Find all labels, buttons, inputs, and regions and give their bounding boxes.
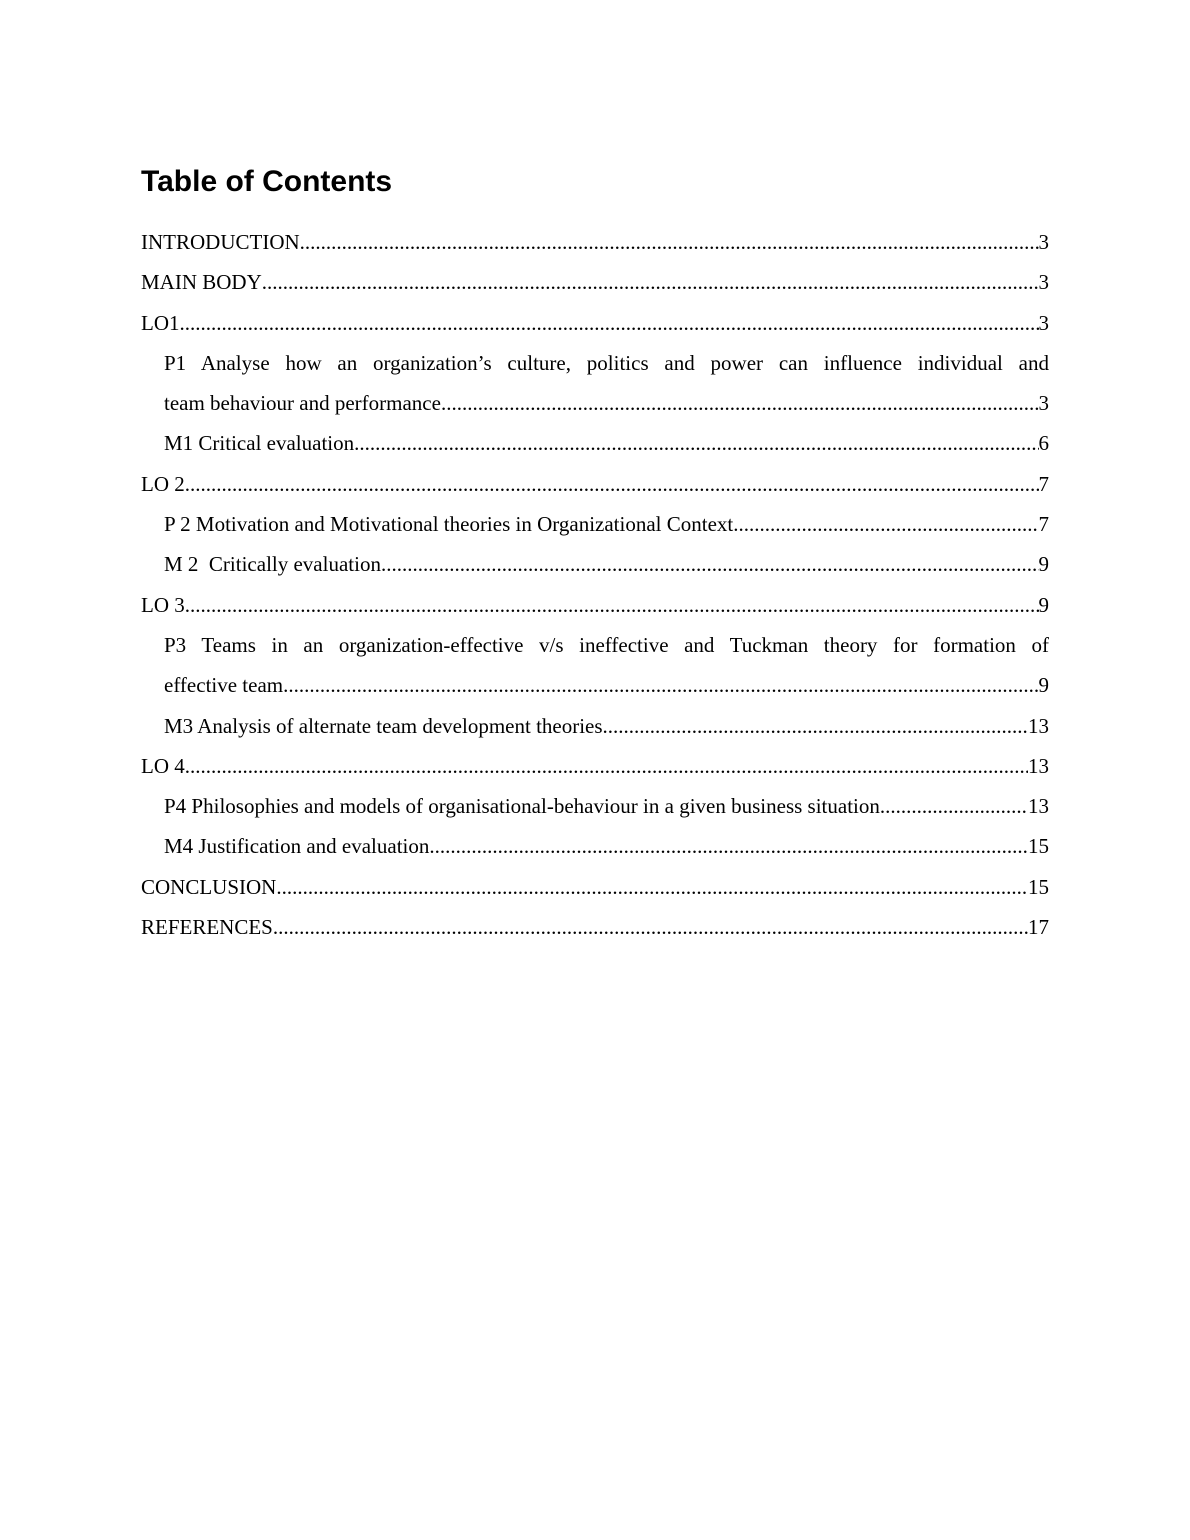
toc-page-number: 15	[1028, 834, 1049, 859]
toc-entry-m4[interactable]	[141, 826, 1049, 866]
toc-entry-text-line2: effective team	[164, 673, 284, 698]
toc-entry-text: CONCLUSION	[141, 874, 277, 899]
toc-page-number: 7	[1038, 512, 1049, 537]
dot-leader	[262, 262, 1039, 302]
dot-leader	[276, 867, 1028, 907]
toc-page-number: 17	[1028, 915, 1049, 940]
dot-leader	[283, 665, 1038, 705]
toc-entry-lo3[interactable]	[141, 585, 1049, 625]
toc-page-number: 3	[1038, 230, 1049, 254]
toc-title: Table of Contents	[141, 165, 393, 198]
toc-entry-text-line1: P3 Teams in an organization-effective v/s ineffective and Tuckman theory for formation of	[164, 632, 1049, 657]
dot-leader	[603, 706, 1028, 746]
toc-entry-text: LO1	[141, 310, 180, 335]
toc-entry-text: INTRODUCTION	[141, 230, 300, 254]
toc-entry-text: P 2 Motivation and Motivational theories in Organizational Context	[164, 512, 734, 537]
toc-page-number: 13	[1028, 753, 1049, 778]
toc-entry-p2[interactable]	[141, 504, 1049, 544]
toc-entry-m2[interactable]	[141, 544, 1049, 584]
toc-entry-text: MAIN BODY	[141, 270, 262, 295]
toc-page-number: 3	[1038, 270, 1049, 295]
dot-leader	[381, 544, 1039, 584]
toc-page-number: 13	[1028, 794, 1049, 819]
toc-entry-text: LO 3	[141, 592, 185, 617]
toc-entry-p4[interactable]	[141, 786, 1049, 826]
toc-entry-p1[interactable]	[141, 343, 1049, 424]
dot-leader	[185, 585, 1039, 625]
toc-page-number: 3	[1038, 391, 1049, 416]
toc-entry-m1[interactable]	[141, 423, 1049, 463]
toc-entry-text: REFERENCES	[141, 915, 273, 940]
toc-entry-lo2[interactable]	[141, 464, 1049, 504]
toc-entry-text: M3 Analysis of alternate team development theories	[164, 713, 603, 738]
toc-page-number: 9	[1038, 552, 1049, 577]
dot-leader	[273, 907, 1028, 947]
toc-entry-text-line2: team behaviour and performance	[164, 391, 441, 416]
toc-page-number: 13	[1028, 713, 1049, 738]
toc-page-number: 15	[1028, 874, 1049, 899]
toc-entry-text: M 2 Critically evaluation	[164, 552, 381, 577]
toc-entry-introduction[interactable]	[141, 222, 1049, 262]
toc-entry-m3[interactable]	[141, 706, 1049, 746]
toc-entry-text: P4 Philosophies and models of organisational-behaviour in a given business situation	[164, 794, 880, 819]
toc-page-number: 6	[1038, 431, 1049, 456]
toc-entry-lo1[interactable]	[141, 303, 1049, 343]
toc-entry-text: M4 Justification and evaluation	[164, 834, 430, 859]
dot-leader	[733, 504, 1038, 544]
toc-page-number: 3	[1038, 310, 1049, 335]
toc-entry-lo4[interactable]	[141, 746, 1049, 786]
toc-entry-text: LO 2	[141, 471, 185, 496]
dot-leader	[429, 826, 1028, 866]
toc-entry-text: M1 Critical evaluation	[164, 431, 355, 456]
toc-entry-main-body[interactable]	[141, 262, 1049, 302]
toc-entry-p3[interactable]	[141, 625, 1049, 706]
dot-leader	[180, 303, 1039, 343]
dot-leader	[185, 746, 1028, 786]
toc-entry-references[interactable]	[141, 907, 1049, 947]
toc-entry-text-line1: P1 Analyse how an organization’s culture, politics and power can influence individual and	[164, 350, 1049, 375]
dot-leader	[880, 786, 1028, 826]
dot-leader	[354, 423, 1038, 463]
toc-page-number: 7	[1038, 471, 1049, 496]
dot-leader	[300, 222, 1039, 262]
dot-leader	[185, 464, 1039, 504]
dot-leader	[441, 383, 1039, 423]
toc-page-number: 9	[1038, 673, 1049, 698]
toc-list	[141, 222, 1049, 947]
toc-entry-text: LO 4	[141, 753, 185, 778]
toc-entry-conclusion[interactable]	[141, 867, 1049, 907]
toc-page-number: 9	[1038, 592, 1049, 617]
